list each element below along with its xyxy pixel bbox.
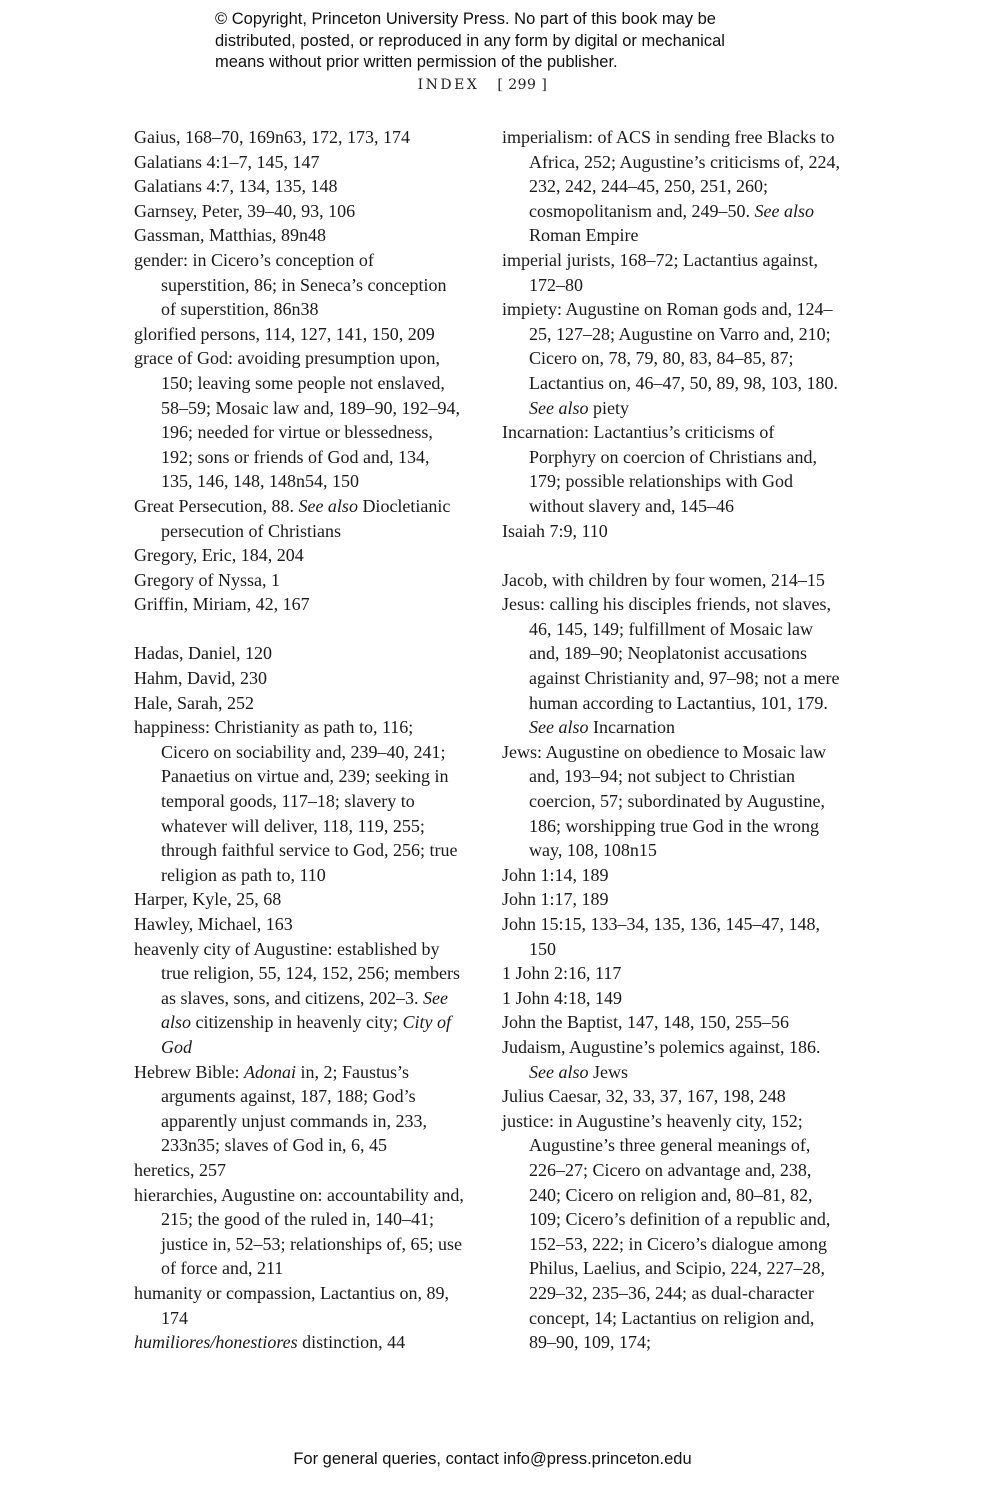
index-entry-text: imperialism: of ACS in sending free Blacks to Africa, 252; Augustine’s criticisms of, 224, 232, 242, 244–45, 250, 251, 260; cosmopolitanism and, 249–50. [502,127,840,221]
index-entry-text: Isaiah 7:9, 110 [502,520,608,541]
index-entry [502,912,842,961]
index-entry-text: happiness: Christianity as path to, 116; Cicero on sociability and, 239–40, 241; Panaetius on virtue and, 239; seeking in temporal goods, 117–18; slavery to whatever will deliver, 118, 119, 255; through faithful service to God, 256; true religion as path to, 110 [134,717,458,885]
index-entry [134,322,464,347]
index-entry [134,1281,464,1330]
index-entry-text: Incarnation [588,717,675,738]
index-entry-text: Jesus: calling his disciples friends, not slaves, 46, 145, 149; fulfillment of Mosaic law and, 189–90; Neoplatonist accusations against Christianity and, 97–98; not a mere human according to Lactantius, 101, 179. [502,594,840,713]
index-entry [502,1109,842,1355]
index-entry-italic: See also [298,495,358,516]
index-entry [134,150,464,175]
index-entry-text: Jews: Augustine on obedience to Mosaic law and, 193–94; not subject to Christian coercion, 57; subordinated by Augustine, 186; worshipping true God in the wrong way, 108, 108n15 [502,741,826,861]
index-column-right [502,125,842,1355]
index-entry [502,986,842,1011]
index-entry [134,1183,464,1281]
index-entry-text: Gassman, Matthias, 89n48 [134,225,326,246]
index-entry-text: 1 John 4:18, 149 [502,987,623,1008]
index-entry-italic: See also [161,987,448,1033]
index-entry-text: John 15:15, 133–34, 135, 136, 145–47, 148, 150 [502,914,821,959]
index-entry [502,248,842,297]
index-entry [134,641,464,666]
copyright-line: means without prior written permission of the publisher. [215,53,618,71]
index-entry-italic: See also [529,717,589,738]
index-entry-text: grace of God: avoiding presumption upon, 150; leaving some people not enslaved, 58–59; Mosaic law and, 189–90, 192–94, 196; needed for virtue or blessedness, 192; sons or friends of God and, 134, 135, 146, 148, 148n54, 150 [134,348,460,492]
index-entry [134,912,464,937]
index-entry-italic: City of God [161,1012,451,1057]
index-entry [134,887,464,912]
index-entry-text: Julius Caesar, 32, 33, 37, 167, 198, 248 [502,1086,786,1107]
index-entry [134,592,464,617]
index-entry-text: gender: in Cicero’s conception of superstition, 86; in Seneca’s conception of superstition, 86n38 [134,249,447,320]
index-entry [502,519,842,544]
index-entry [502,568,842,593]
index-entry-text: heavenly city of Augustine: established by true religion, 55, 124, 152, 256; members as slaves, sons, and citizens, 202–3. [134,938,460,1008]
index-entry-text: Hadas, Daniel, 120 [134,643,272,664]
index-entry-text: Gregory of Nyssa, 1 [134,569,280,590]
index-entry-text: glorified persons, 114, 127, 141, 150, 209 [134,323,435,344]
index-entry-text: Hahm, David, 230 [134,668,267,689]
index-entry [134,199,464,224]
index-entry-text: Hawley, Michael, 163 [134,914,293,934]
copyright-line: © Copyright, Princeton University Press. No part of this book may be [215,10,716,28]
index-entry-text: John 1:14, 189 [502,864,609,885]
letter-group-gap [502,543,842,568]
index-entry-text: Harper, Kyle, 25, 68 [134,889,282,910]
index-entry-text: piety [588,397,629,418]
index-entry [134,715,464,887]
index-entry-text: Hale, Sarah, 252 [134,692,254,713]
index-entry-text: Garnsey, Peter, 39–40, 93, 106 [134,200,356,221]
index-column-left [134,125,464,1355]
index-entry [134,1330,464,1355]
copyright-notice [215,9,815,74]
letter-group-gap [134,617,464,642]
index-entry-text: in, 2; Faustus’s arguments against, 187, 188; God’s apparently unjust commands in, 233, 233n35; slaves of God in, 6, 45 [161,1061,427,1156]
index-entry [134,174,464,199]
index-entry [502,125,842,248]
copyright-line: distributed, posted, or reproduced in any form by digital or mechanical [215,31,725,50]
index-entry-italic: See also [754,200,814,221]
index-entry-text: John 1:17, 189 [502,889,609,910]
index-entry-text: 1 John 2:16, 117 [502,963,622,984]
index-entry [502,740,842,863]
index-entry-italic: humiliores/honestiores [134,1332,298,1353]
page-number: [ 299 ] [497,77,548,93]
index-entry [134,568,464,593]
index-entry-text: impiety: Augustine on Roman gods and, 124–25, 127–28; Augustine on Varro and, 210; Cicero on, 78, 79, 80, 83, 84–85, 87; Lactantius on, 46–47, 50, 89, 98, 103, 180. [502,299,838,393]
index-entry [502,420,842,518]
index-entry-text: Galatians 4:1–7, 145, 147 [134,151,320,172]
index-entry [502,863,842,888]
index-entry-text: humanity or compassion, Lactantius on, 89, 174 [134,1282,449,1328]
index-entry [134,543,464,568]
index-entry-text: Judaism, Augustine’s polemics against, 186. [502,1036,821,1057]
index-entry [134,346,464,494]
index-entry [134,125,464,150]
index-entry-text: John the Baptist, 147, 148, 150, 255–56 [502,1012,789,1033]
index-entry-text: Jews [588,1061,628,1082]
index-entry-text: Gregory, Eric, 184, 204 [134,545,304,566]
index-entry-text: Incarnation: Lactantius’s criticisms of Porphyry on coercion of Christians and, 179; possible relationships with God without slavery and, 145–46 [502,422,817,516]
index-entry [134,223,464,248]
index-entry-text: Jacob, with children by four women, 214–15 [502,569,825,590]
index-entry-text: hierarchies, Augustine on: accountability and, 215; the good of the ruled in, 140–41; justice in, 52–53; relationships of, 65; use of force and, 211 [134,1184,464,1279]
index-entry [134,1158,464,1183]
index-entry [134,494,464,543]
index-entry-text: Galatians 4:7, 134, 135, 148 [134,176,338,197]
index-entry [134,937,464,1060]
index-entry-text: Great Persecution, 88. [134,495,299,516]
index-entry-text: citizenship in heavenly city; [191,1012,403,1033]
index-entry-text: Gaius, 168–70, 169n63, 172, 173, 174 [134,127,410,147]
running-head [0,77,965,93]
index-entry-text: imperial jurists, 168–72; Lactantius against, 172–80 [502,249,818,295]
index-entry [134,1060,464,1158]
index-entry-text: distinction, 44 [297,1332,406,1353]
index-entry [502,1010,842,1035]
index-entry [502,887,842,912]
index-entry-italic: See also [529,397,589,418]
index-entry [502,297,842,420]
index-entry-text: Diocletianic persecution of Christians [161,495,451,541]
index-entry [502,592,842,740]
index-entry-italic: See also [529,1061,589,1082]
index-entry [502,1084,842,1109]
index-entry [134,666,464,691]
index-entry-text: Hebrew Bible: [134,1061,244,1082]
index-entry [502,961,842,986]
index-entry [134,691,464,716]
index-entry [502,1035,842,1084]
index-entry-text: Griffin, Miriam, 42, 167 [134,594,310,615]
index-entry-text: Roman Empire [529,225,639,246]
running-head-label: INDEX [417,77,480,93]
index-entry-text: justice: in Augustine’s heavenly city, 152; Augustine’s three general meanings of, 226–27; Cicero on advantage and, 238, 240; Cicero on religion and, 80–81, 82, 109; Cicero’s definition of a republic and, 152–53, 222; in Cicero’s dialogue among Philus, Laelius, and Scipio, 224, 227–28, 229–32, 235–36, 244; as dual-character concept, 14; Lactantius on religion and, 89–90, 109, 174; [502,1110,831,1353]
index-entry-text: heretics, 257 [134,1159,226,1180]
index-entry-italic: Adonai [243,1061,296,1082]
index-entry [134,248,464,322]
footer-contact: For general queries, contact info@press.princeton.edu [293,1450,692,1468]
